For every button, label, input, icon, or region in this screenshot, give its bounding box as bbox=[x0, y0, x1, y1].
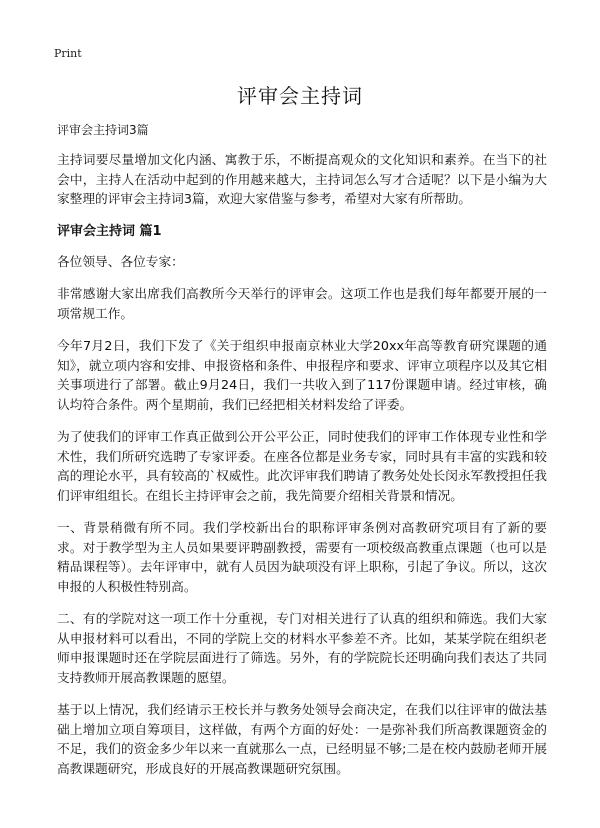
paragraph-decision: 基于以上情况，我们经请示王校长并与教务处领导会商决定，在我们以往评审的做法基础上增加立项自筹项目，这样做，有两个方面的好处：一是弥补我们所高教课题资金的不足，我们的资金多少年以来一直就那么一点，已经明显不够;二是在校内鼓励老师开展高教课题研究，形成良好的开展高教课题研究氛围。 bbox=[57, 702, 547, 776]
print-link[interactable]: Print bbox=[54, 47, 82, 60]
paragraph-background-two: 二、有的学院对这一项工作十分重视，专门对相关进行了认真的组织和筛选。我们大家从申报材料可以看出，不同的学院上交的材料水平参差不齐。比如，某某学院在组织老师申报课题时还在学院层面进行了筛选。另外，有的学院院长还明确向我们表达了共同支持教师开展高教课题的愿望。 bbox=[57, 611, 547, 685]
paragraph-notice: 今年7月2日，我们下发了《关于组织申报南京林业大学20xx年高等教育研究课题的通知》，就立项内容和安排、申报资格和条件、申报程序和要求、评审立项程序以及其它相关事项进行了部署。截止9月24日，我们一共收入到了117份课题申请。经过审核，确认均符合条件。两个星期前，我们已经把相关材料发给了评委。 bbox=[57, 338, 547, 412]
document-title: 评审会主持词 bbox=[237, 84, 363, 108]
document-subtitle: 评审会主持词3篇 bbox=[57, 123, 149, 137]
paragraph-experts: 为了使我们的评审工作真正做到公开公平公正，同时使我们的评审工作体现专业性和学术性，我们所研究选聘了专家评委。在座各位都是业务专家，同时具有丰富的实践和较高的理论水平，具有较高的`权威性。此次评审我们聘请了教务处处长闵永军教授担任我们评审组组长。在组长主持评审会之前，我先简要介绍相关背景和情况。 bbox=[57, 429, 547, 503]
intro-paragraph: 主持词要尽量增加文化内涵、寓教于乐，不断提高观众的文化知识和素养。在当下的社会中，主持人在活动中起到的作用越来越大，主持词怎么写才合适呢？以下是小编为大家整理的评审会主持词3篇，欢迎大家借鉴与参考，希望对大家有所帮助。 bbox=[57, 152, 547, 206]
paragraph-salutation: 各位领导、各位专家： bbox=[57, 253, 184, 269]
section-heading: 评审会主持词 篇1 bbox=[57, 223, 162, 239]
paragraph-thanks: 非常感谢大家出席我们高教所今天举行的评审会。这项工作也是我们每年都要开展的一项常规工作。 bbox=[57, 286, 547, 321]
document-body bbox=[57, 121, 547, 791]
paragraph-background-one: 一、背景稍微有所不同。我们学校新出台的职称评审条例对高教研究项目有了新的要求。对于教学型为主人员如果要评聘副教授，需要有一项校级高教重点课题（也可以是精品课程等）。去年评审中，就有人员因为缺项没有评上职称，引起了争议。所以，这次申报的人积极性特别高。 bbox=[57, 520, 547, 594]
